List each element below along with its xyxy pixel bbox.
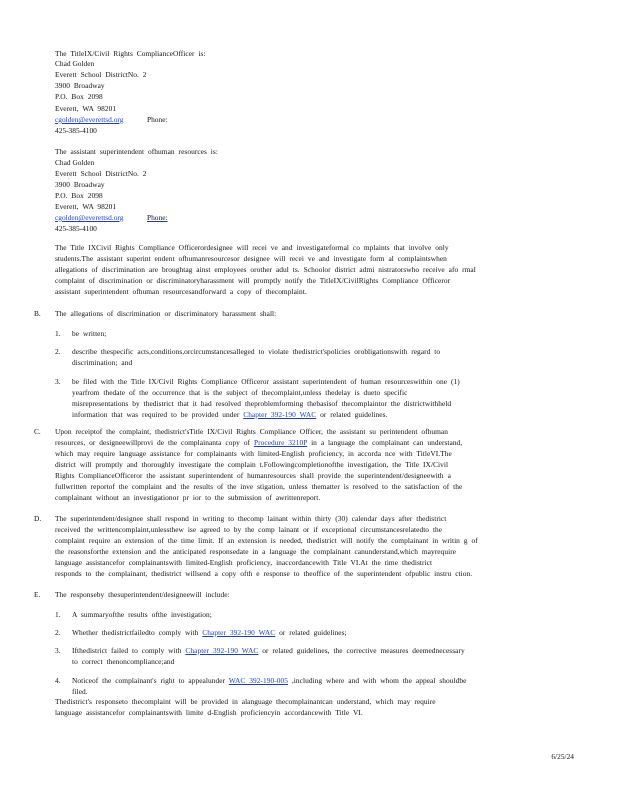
officer-intro: The TitleIX/Civil Rights ComplianceOfficer is: <box>55 49 206 58</box>
list-item-line: yearfrom thedate of the occurrence that is the subject of thecomplaint,unless thedelay is dueto specific <box>72 388 408 397</box>
reference-link[interactable]: Chapter 392-190 WAC <box>202 628 276 637</box>
list-item-line: Ifthedistrict failed to comply with Chapter 392-190 WAC or related guidelines, the corrective measures deemednecessary <box>72 646 465 655</box>
list-item-line: be written; <box>72 329 107 338</box>
footer-date: 6/25/24 <box>551 752 574 761</box>
list-marker: 1. <box>55 329 61 338</box>
paragraph-line: The superintendent/designee shall respond in writing to thecomp lainant within thirty (30) calendar days after thedistrict <box>55 514 447 523</box>
list-item-line: Noticeof the complainant's right to appealunder WAC 392-190-005 ,including where and with whom the appeal shouldbe <box>72 676 467 685</box>
list-item-line: be filed with the Title IX/Civil Rights Compliance Officeror assistant superintendent of human resourceswithin one (1) <box>72 377 460 386</box>
list-item-line: describe thespecific acts,conditions,orcircumstancesalleged to violate thedistrict'spolicies orobligationswith regard to <box>72 347 441 356</box>
paragraph-line: district will promptly and thoroughly investigate the complain t.Followingcompletionofthe investigation, the Title IX/Civil <box>55 460 449 469</box>
list-item-line: information that was required to be provided under Chapter 392-190 WAC or related guidelines. <box>72 410 388 419</box>
paragraph-line: Upon receiptof the complaint, thedistrict'sTitle IX/Civil Rights Compliance Officer, the assistant su perintendent ofhuman <box>55 427 448 436</box>
reference-link[interactable]: Chapter 392-190 WAC <box>185 646 259 655</box>
superintendent-name: Chad Golden <box>55 158 95 167</box>
officer-po-box: P.O. Box 2098 <box>55 92 103 101</box>
superintendent-city: Everett, WA 98201 <box>55 202 117 211</box>
list-item-line: misrepresentations by thedistrict that it had resolved theproblemforming thebasisof thecomplaintor the districtwithheld <box>72 399 452 408</box>
superintendent-po-box: P.O. Box 2098 <box>55 191 103 200</box>
section-heading: The responseby thesuperintendent/designeewill include: <box>55 590 230 599</box>
section-marker: E. <box>34 590 41 599</box>
section-heading: The allegations of discrimination or discriminatory harassment shall: <box>55 309 277 318</box>
paragraph-line: complainant without an investigationor pr ior to the submission of awrittenreport. <box>55 493 321 502</box>
paragraph-line: the reasonsforthe extension and the anticipated responsedate in a language the complainant canunderstand,which mayrequire <box>55 547 457 556</box>
paragraph-line: students.The assistant superint endent ofhumanresourcesor designee will recei ve and investigate form al complaintswhen <box>55 254 447 263</box>
superintendent-district: Everett School DistrictNo. 2 <box>55 169 147 178</box>
superintendent-phone-label: Phone: <box>147 213 168 222</box>
section-marker: D. <box>34 514 42 523</box>
list-marker: 3. <box>55 646 61 655</box>
paragraph-line: allegations of discrimination are broughtag ainst employees orother adul ts. Schoolor district admi nistratorswho receive afo rmal <box>55 265 476 274</box>
section-marker: B. <box>34 309 41 318</box>
paragraph-line: fullwritten reportof the complaint and the results of the inve stigation, unless thematter is resolved to the satisfaction of the <box>55 482 463 491</box>
list-item-line: Whether thedistrictfailedto comply with Chapter 392-190 WAC or related guidelines; <box>72 628 347 637</box>
superintendent-street: 3900 Broadway <box>55 180 105 189</box>
paragraph-line: The Title IXCivil Rights Compliance Officerordesignee will recei ve and investigateformal co mplaints that involve only <box>55 243 449 252</box>
list-marker: 4. <box>55 676 61 685</box>
officer-district: Everett School DistrictNo. 2 <box>55 70 147 79</box>
list-marker: 2. <box>55 347 61 356</box>
officer-street: 3900 Broadway <box>55 81 105 90</box>
list-marker: 1. <box>55 610 61 619</box>
officer-phone: 425-385-4100 <box>55 126 97 135</box>
officer-email-link[interactable]: cgolden@everettsd.org <box>55 115 124 124</box>
list-marker: 2. <box>55 628 61 637</box>
officer-phone-label: Phone: <box>147 115 168 124</box>
superintendent-email-link[interactable]: cgolden@everettsd.org <box>55 213 124 222</box>
reference-link[interactable]: Chapter 392-190 WAC <box>243 410 317 419</box>
paragraph-line: language assistancefor complainantswith limited-English proficiency, inaccordancewith Title VI.At the time thedistrict <box>55 558 433 567</box>
paragraph-line: assistant superintendent ofhuman resourcesandforward a copy of thecomplaint. <box>55 287 307 296</box>
list-item-line: discrimination; and <box>72 358 133 367</box>
superintendent-intro: The assistant superintendent ofhuman resources is: <box>55 147 218 156</box>
officer-name: Chad Golden <box>55 59 95 68</box>
reference-link[interactable]: Procedure 3210P <box>253 438 308 447</box>
closing-line: language assistancefor complainantswith limite d-English proficiencyin accordancewith Title VI. <box>55 708 363 717</box>
paragraph-line: Rights ComplianceOfficeror the assistant superintendent of humanresources shall provide the superintendent/designeewith a <box>55 471 451 480</box>
reference-link[interactable]: WAC 392-190-005 <box>228 676 288 685</box>
list-item-line: filed. <box>72 687 88 696</box>
list-item-line: A summaryofthe results ofthe investigation; <box>72 610 212 619</box>
paragraph-line: responds to the complainant, thedistrict willsend a copy ofth e response to theoffice of the superintendent ofpublic instru ction. <box>55 569 473 578</box>
officer-city: Everett, WA 98201 <box>55 104 117 113</box>
list-marker: 3. <box>55 377 61 386</box>
paragraph-line: received the writtencomplaint,unlessthew ise agreed to by the comp lainant or if exceptional circumstancesrelatedto the <box>55 525 443 534</box>
list-item-line: to correct thenoncompliance;and <box>72 657 175 666</box>
paragraph-line: which may require language assistance for complainants with limited-English proficiency, in accorda nce with TitleVI.The <box>55 449 452 458</box>
section-marker: C. <box>34 427 41 436</box>
paragraph-line: complaint of discrimination or discriminatoryharassment will promptly notify the TitleIX/CivilRights Compliance Officeror <box>55 276 451 285</box>
paragraph-line: resources, or designeewillprovi de the complainanta copy of Procedure 3210P in a language the complainant can understand, <box>55 438 463 447</box>
closing-line: Thedistrict's responseto thecomplaint will be provided in alanguage thecomplainantcan understand, which may require <box>55 697 436 706</box>
paragraph-line: complaint require an extension of the time limit. If an extension is needed, thedistrict will notify the complainant in writin g of <box>55 536 478 545</box>
superintendent-phone: 425-385-4100 <box>55 224 97 233</box>
